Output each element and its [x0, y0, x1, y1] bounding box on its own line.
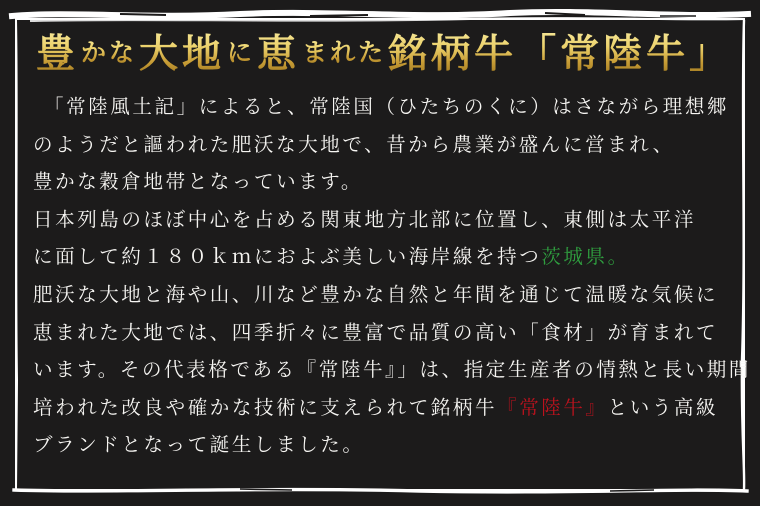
text-segment: という高級: [607, 395, 719, 419]
highlight-hitachi-beef: 『常陸牛』: [497, 395, 608, 419]
text-segment: 「常陸風土記」によると、常陸国（ひたちのくに）はさながら理想郷: [44, 95, 730, 118]
body-line: [33, 314, 733, 352]
body-line: [33, 238, 733, 276]
text-segment: 恵まれた大地では、四季折々に豊富で品質の高い「食材」が育まれて: [33, 320, 719, 344]
text-segment: います。その代表格である『常陸牛』」は、指定生産者の情熱と長い期間: [33, 358, 751, 382]
body-text: [33, 88, 751, 464]
title-segment: まれた: [300, 33, 388, 69]
body-line: [33, 126, 733, 164]
title-segment: 豊: [36, 23, 79, 79]
body-line: [33, 201, 733, 239]
text-segment: 豊かな穀倉地帯となっています。: [33, 170, 363, 194]
title-segment: 大地: [139, 23, 225, 79]
text-segment: に面して約１８０ｋｍにおよぶ美しい海岸線を持つ: [33, 245, 542, 269]
text-segment: 肥沃な大地と海や山、川など豊かな自然と年間を通じて温暖な気候に: [33, 282, 719, 306]
body-line: [33, 389, 733, 427]
page-title: [36, 24, 733, 78]
body-line: [33, 426, 733, 464]
highlight-ibaraki-pref: 茨城県。: [541, 245, 630, 269]
body-line: [33, 276, 733, 314]
title-segment: 銘柄牛「常陸牛」: [388, 23, 732, 79]
body-line: [33, 163, 733, 201]
text-segment: 日本列島のほぼ中心を占める関東地方北部に位置し、東側は太平洋: [33, 207, 697, 231]
title-segment: かな: [79, 33, 139, 69]
body-line: [33, 88, 733, 126]
title-segment: 恵: [257, 23, 300, 79]
text-segment: のようだと謳われた肥沃な大地で、昔から農業が盛んに営まれ、: [33, 132, 675, 156]
title-segment: に: [225, 33, 257, 69]
text-segment: 培われた改良や確かな技術に支えられて銘柄牛: [33, 395, 498, 419]
text-segment: ブランドとなって誕生しました。: [33, 433, 365, 457]
body-line: [33, 351, 751, 389]
